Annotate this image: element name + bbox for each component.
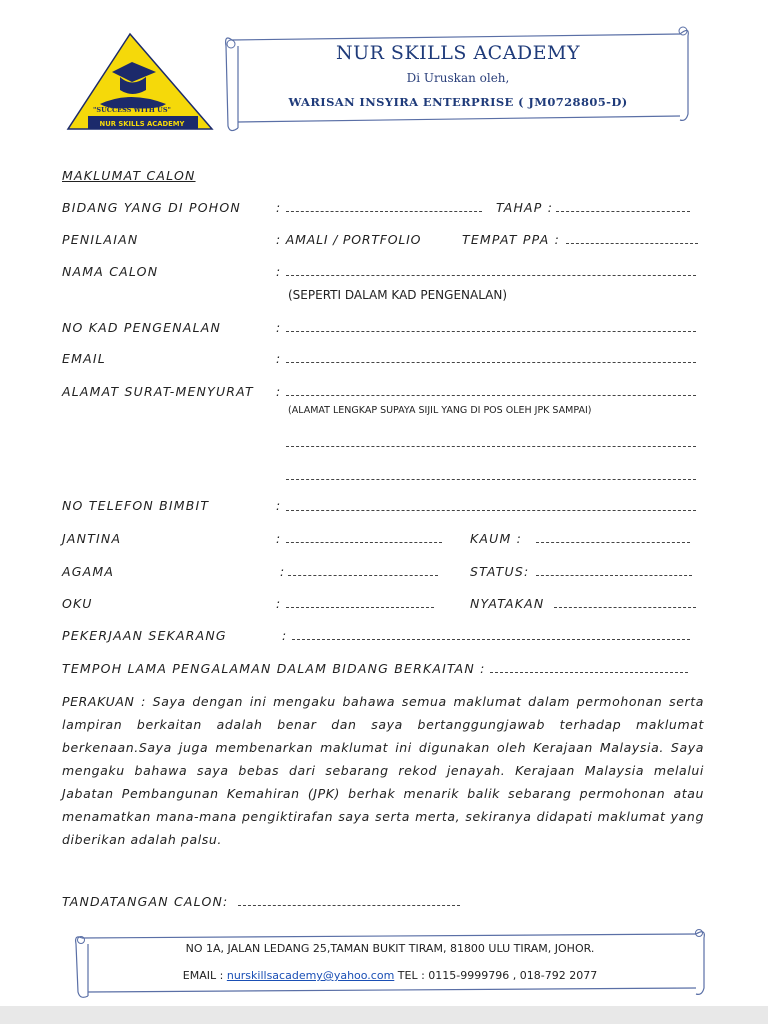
alamat-label: ALAMAT SURAT-MENYURAT [62,384,254,399]
bidang-label: BIDANG YANG DI POHON [62,200,241,215]
ic-label: NO KAD PENGENALAN [62,320,222,335]
tempoh-field[interactable] [490,672,688,673]
nama-note: (SEPERTI DALAM KAD PENGENALAN) [288,288,508,302]
declaration-paragraph: PERAKUAN : Saya dengan ini mengaku bahawa semua maklumat dalam permohonan serta lampiran berkaitan adalah benar dan saya bertanggungjawab terhadap maklumat berkenaan.Saya juga membenarkan maklumat ini digunakan oleh Kerajaan Malaysia. Saya mengaku bahawa saya bebas dari sebarang rekod jenayah. Kerajaan Malaysia melalui Jabatan Pembangunan Kemahiran (JPK) berhak menarik balik sebarang permohonan atau menamatkan mana-mana pengiktirafan saya serta merta, sekiranya didapati maklumat yang diberikan adalah palsu. [62,694,704,847]
footer-email-prefix: EMAIL : [182,969,224,982]
alamat-colon: : [276,384,282,399]
tahap-field[interactable] [556,211,690,212]
oku-label: OKU [62,596,93,611]
signature-field[interactable] [238,905,460,906]
jantina-field[interactable] [286,542,442,543]
email-label: EMAIL [62,351,106,366]
oku-colon: : [276,596,282,611]
penilaian-value: : AMALI / PORTFOLIO [276,232,422,247]
tempat-ppa-field[interactable] [566,243,698,244]
penilaian-label: PENILAIAN [62,232,139,247]
agama-label: AGAMA [62,564,115,579]
logo-motto: "SUCCESS WITH US" [93,106,171,114]
bottom-gray-strip [0,1006,768,1024]
kaum-label: KAUM : [470,531,523,546]
pekerjaan-field[interactable] [292,639,690,640]
alamat-note: (ALAMAT LENGKAP SUPAYA SIJIL YANG DI POS OLEH JPK SAMPAI) [288,405,592,416]
header-banner-text [238,38,678,109]
signature-label: TANDATANGAN CALON: [62,894,229,909]
kaum-field[interactable] [536,542,690,543]
bidang-field[interactable] [286,211,482,212]
phone-field[interactable] [286,510,696,511]
alamat-field-2[interactable] [286,446,696,447]
logo-name: NUR SKILLS ACADEMY [99,120,185,128]
tempoh-label: TEMPOH LAMA PENGALAMAN DALAM BIDANG BERKAITAN : [62,661,486,676]
phone-label: NO TELEFON BIMBIT [62,498,210,513]
pekerjaan-colon: : [282,628,288,643]
academy-logo [66,32,214,132]
email-field[interactable] [286,362,696,363]
section-title: MAKLUMAT CALON [62,168,196,183]
ic-field[interactable] [286,331,696,332]
ic-colon: : [276,320,282,335]
footer-contact-line [90,969,690,982]
footer-address: NO 1A, JALAN LEDANG 25,TAMAN BUKIT TIRAM, 81800 ULU TIRAM, JOHOR. [185,942,595,955]
jantina-label: JANTINA [62,531,122,546]
managed-by-text: Di Uruskan oleh, [406,71,510,85]
footer-contact [90,942,690,996]
email-colon: : [276,351,282,366]
oku-field[interactable] [286,607,434,608]
pekerjaan-label: PEKERJAAN SEKARANG [62,628,227,643]
tahap-label: TAHAP : [496,200,554,215]
tempat-ppa-label: TEMPAT PPA : [462,232,561,247]
footer-email-link[interactable]: nurskillsacademy@yahoo.com [226,969,395,982]
nyatakan-field[interactable] [554,607,696,608]
academy-title: NUR SKILLS ACADEMY [335,42,581,64]
nama-field[interactable] [286,275,696,276]
alamat-field-1[interactable] [286,395,696,396]
nama-label: NAMA CALON [62,264,159,279]
phone-colon: : [276,498,282,513]
enterprise-name: WARISAN INSYIRA ENTERPRISE ( JM0728805-D) [288,95,628,109]
agama-field[interactable] [288,575,438,576]
footer-tel: TEL : 0115-9999796 , 018-792 2077 [397,969,598,982]
status-field[interactable] [536,575,692,576]
bidang-colon: : [276,200,282,215]
jantina-colon: : [276,531,282,546]
alamat-field-3[interactable] [286,479,696,480]
status-label: STATUS: [470,564,530,579]
nama-colon: : [276,264,282,279]
nyatakan-label: NYATAKAN [470,596,545,611]
agama-colon: : [280,564,286,579]
